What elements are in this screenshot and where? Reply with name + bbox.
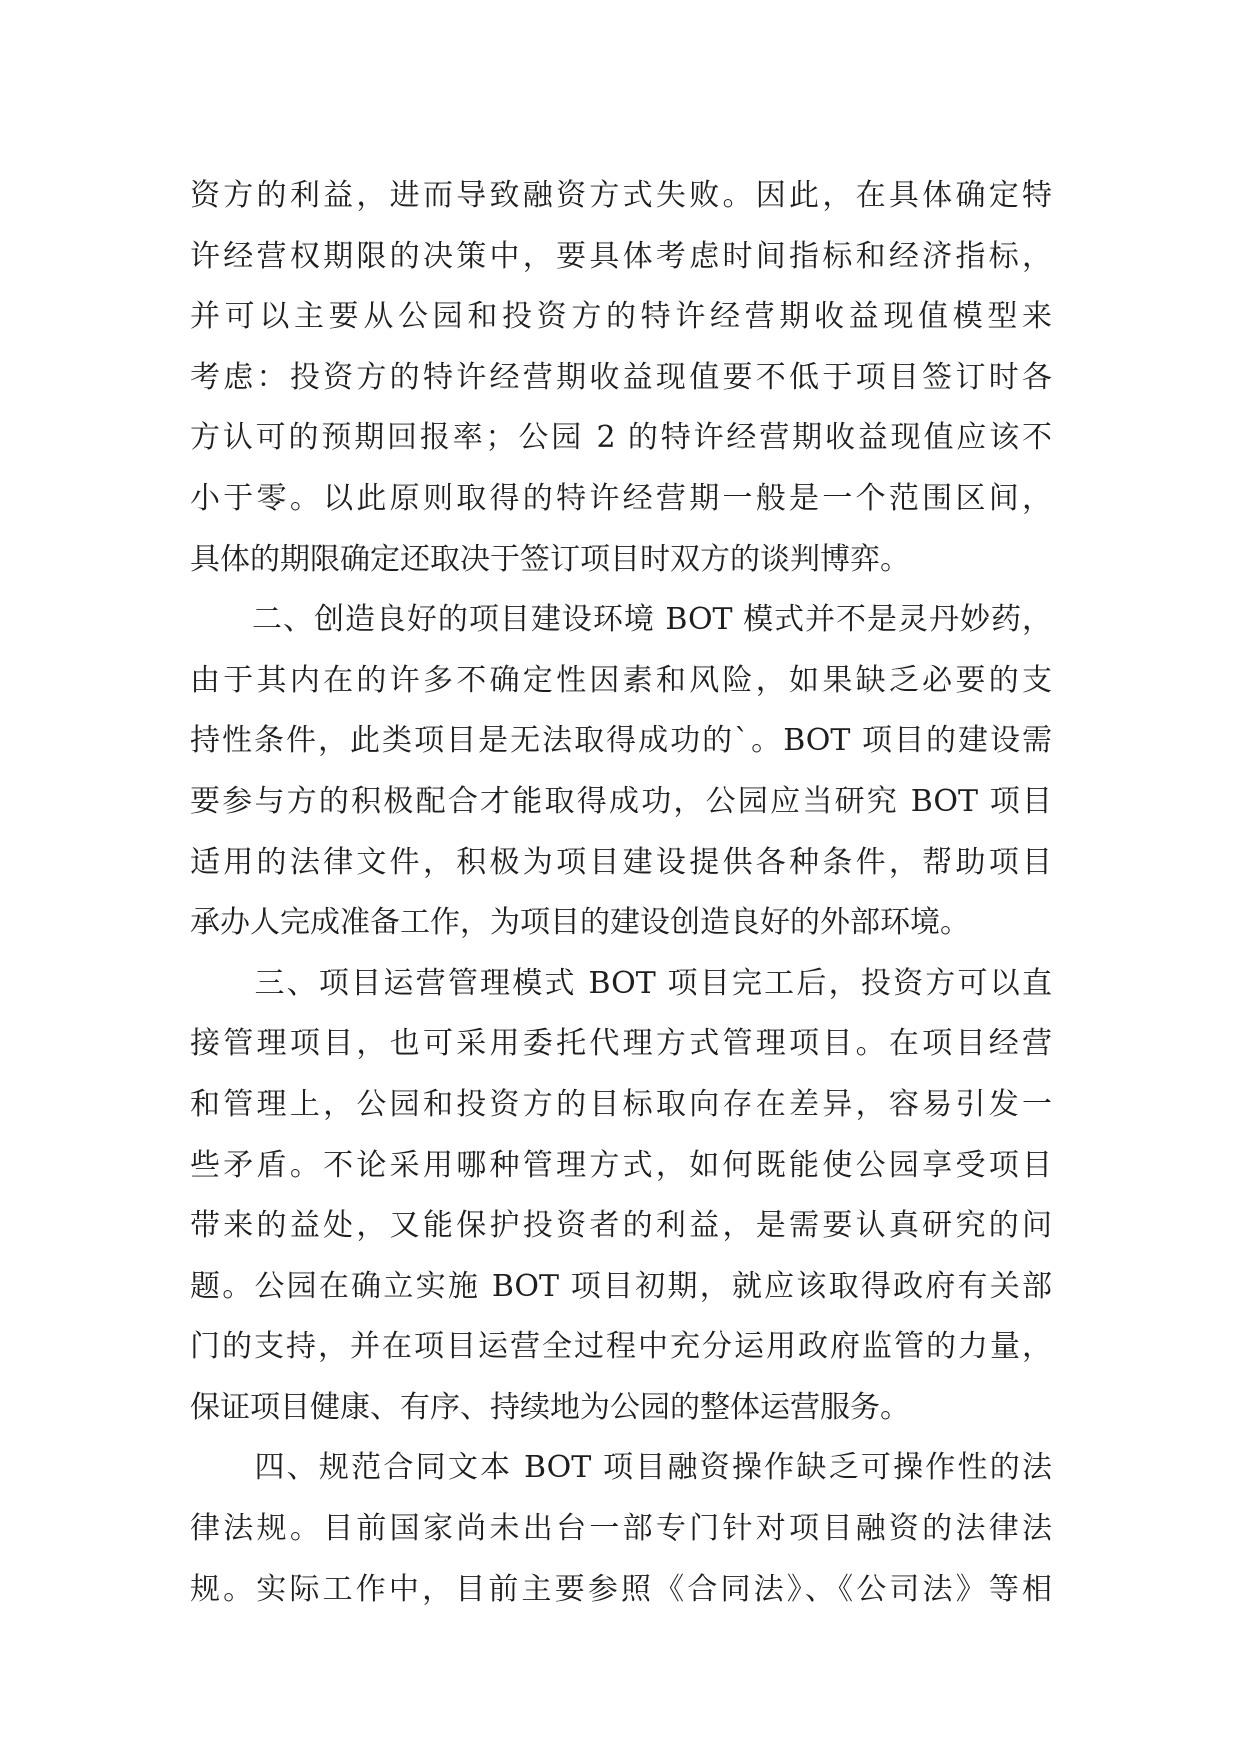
text-line: 并可以主要从公园和投资方的特许经营期收益现值模型来	[190, 299, 1052, 335]
text-line: 规。实际工作中，目前主要参照《合同法》、《公司法》等相	[190, 1571, 1052, 1607]
text-line: 保证项目健康、有序、持续地为公园的整体运营服务。	[190, 1389, 910, 1425]
text-line: 门的支持，并在项目运营全过程中充分运用政府监管的力量，	[190, 1329, 1052, 1365]
text-line: 些矛盾。不论采用哪种管理方式，如何既能使公园享受项目	[190, 1147, 1052, 1183]
text-line: 和管理上，公园和投资方的目标取向存在差异，容易引发一	[190, 1086, 1052, 1122]
text-line: 方认可的预期回报率；公园 2 的特许经营期收益现值应该不	[190, 420, 1052, 456]
text-line: 持性条件，此类项目是无法取得成功的`。BOT 项目的建设需	[190, 723, 1052, 759]
text-line: 考虑：投资方的特许经营期收益现值要不低于项目签订时各	[190, 359, 1052, 395]
text-line: 资方的利益，进而导致融资方式失败。因此，在具体确定特	[190, 178, 1052, 213]
text-line: 二、创造良好的项目建设环境 BOT 模式并不是灵丹妙药，	[190, 602, 1052, 638]
text-line: 带来的益处，又能保护投资者的利益，是需要认真研究的问	[190, 1208, 1052, 1244]
text-line: 律法规。目前国家尚未出台一部专门针对项目融资的法律法	[190, 1511, 1052, 1547]
text-line: 由于其内在的许多不确定性因素和风险，如果缺乏必要的支	[190, 662, 1052, 698]
text-line: 小于零。以此原则取得的特许经营期一般是一个范围区间，	[190, 480, 1052, 516]
text-line: 承办人完成准备工作，为项目的建设创造良好的外部环境。	[190, 905, 970, 941]
text-line: 适用的法律文件，积极为项目建设提供各种条件，帮助项目	[190, 844, 1052, 880]
text-line: 许经营权期限的决策中，要具体考虑时间指标和经济指标，	[190, 238, 1052, 274]
text-line: 题。公园在确立实施 BOT 项目初期，就应该取得政府有关部	[190, 1268, 1052, 1304]
text-line: 四、规范合同文本 BOT 项目融资操作缺乏可操作性的法	[190, 1450, 1052, 1486]
body-text	[190, 166, 1052, 1620]
text-line: 接管理项目，也可采用委托代理方式管理项目。在项目经营	[190, 1026, 1052, 1062]
text-line: 要参与方的积极配合才能取得成功，公园应当研究 BOT 项目	[190, 783, 1052, 819]
text-line: 三、项目运营管理模式 BOT 项目完工后，投资方可以直	[190, 965, 1052, 1001]
text-line: 具体的期限确定还取决于签订项目时双方的谈判博弈。	[190, 541, 910, 577]
